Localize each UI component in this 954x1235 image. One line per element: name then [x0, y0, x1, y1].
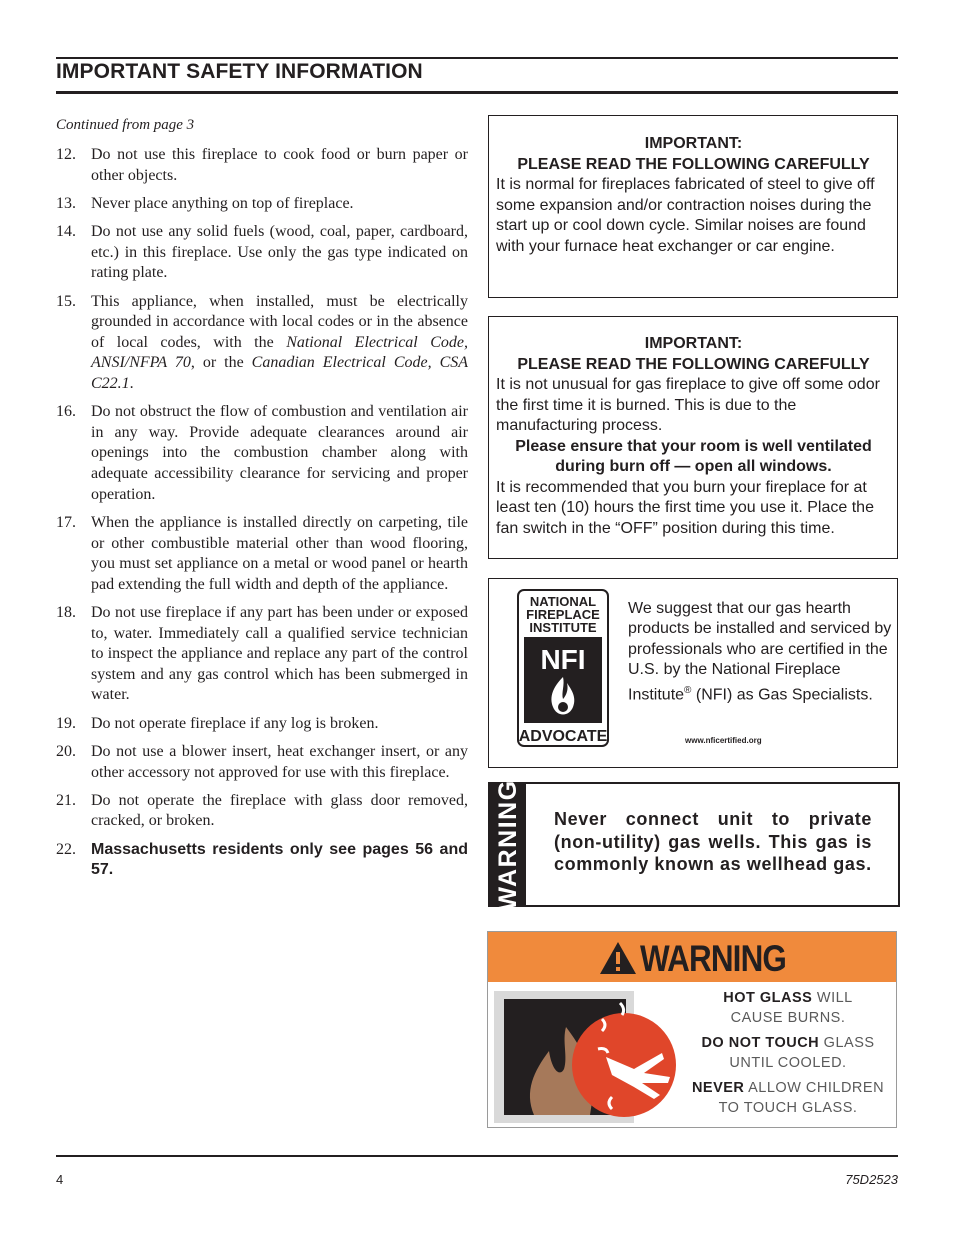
alert-triangle-icon: [598, 940, 638, 976]
label-text: UNTIL COOLED.: [729, 1055, 847, 1071]
registered-mark: ®: [684, 684, 692, 696]
notice-body: It is recommended that you burn your fireplace for at least ten (10) hours the first time you use it. Place the fan switch in the “OFF” position during this time.: [496, 478, 874, 537]
item-text: This appliance, when installed, must be electrically grounded in accordance with local codes or in the absence of local codes, with the: [91, 292, 468, 351]
item-number: 16.: [56, 403, 76, 421]
list-item: [56, 513, 468, 595]
item-number: 14.: [56, 223, 76, 241]
item-text: When the appliance is installed directly on carpeting, tile or other combustible material other than wood flooring, you must set appliance on a metal or wood panel or hearth pad extending the full width and depth of the appliance.: [91, 513, 468, 593]
item-code-name: Canadian Electrical Code, CSA C22.1: [91, 354, 469, 392]
item-text: Never place anything on top of fireplace.: [91, 194, 354, 212]
notice-bold-instruction: Please ensure that your room is well ventilated during burn off — open all windows.: [515, 437, 872, 475]
item-number: 13.: [56, 194, 76, 212]
label-text: ALLOW CHILDREN: [744, 1080, 885, 1096]
item-text: Do not obstruct the flow of combustion and ventilation air in any way. Provide adequate clearances around air openings into the combustion chamber along with adequate accessibility clearance for servicing and proper operation.: [91, 403, 468, 503]
noise-notice-box: [488, 115, 898, 298]
item-text-bold: Massachusetts residents only see pages 56 and 57.: [91, 840, 468, 879]
label-bold: NEVER: [691, 1080, 745, 1096]
notice-body: It is not unusual for gas fireplace to give off some odor the first time it is burned. This is due to the manufacturing process.: [496, 376, 880, 434]
warning-label-title: WARNING: [640, 938, 787, 979]
warning-label-text: [688, 988, 888, 1123]
list-item: [56, 222, 468, 284]
item-text: Do not use this fireplace to cook food or burn paper or other objects.: [91, 146, 468, 184]
nfi-box: [488, 578, 898, 768]
item-number: 21.: [56, 791, 76, 809]
label-text: CAUSE BURNS.: [730, 1010, 846, 1026]
warning-side-label: WARNING: [493, 778, 522, 911]
logo-line-1: NATIONAL: [529, 594, 597, 609]
safety-list: [56, 145, 468, 889]
notice-subheading: PLEASE READ THE FOLLOWING CAREFULLY: [517, 355, 870, 373]
logo-bottom: ADVOCATE: [518, 728, 608, 745]
notice-subheading: PLEASE READ THE FOLLOWING CAREFULLY: [517, 155, 870, 173]
warning-band: [488, 932, 896, 982]
item-number: 22.: [56, 840, 76, 858]
item-number: 15.: [56, 292, 76, 310]
header-bottom-rule: [56, 91, 898, 94]
nfi-text-end: (NFI) as Gas Specialists.: [695, 685, 873, 703]
page-number: 4: [56, 1172, 64, 1187]
item-number: 19.: [56, 714, 76, 732]
item-number: 18.: [56, 604, 76, 621]
odor-notice-box: [488, 316, 898, 559]
notice-heading: IMPORTANT:: [644, 135, 743, 152]
page-title: IMPORTANT SAFETY INFORMATION: [56, 60, 423, 83]
hot-glass-warning-label: [487, 931, 897, 1128]
item-text: Do not operate fireplace if any log is broken.: [91, 714, 379, 732]
logo-mark: NFI: [540, 644, 586, 675]
nfi-advocate-logo: [517, 589, 609, 747]
label-bold: HOT GLASS: [723, 990, 813, 1006]
header-top-rule: [56, 57, 898, 59]
list-item: [56, 145, 468, 186]
item-number: 20.: [56, 742, 76, 760]
label-text: TO TOUCH GLASS.: [718, 1100, 858, 1116]
warning-side-bar: [490, 778, 526, 911]
hot-glass-pictogram: [494, 991, 684, 1123]
list-item: [56, 840, 468, 881]
warning-message: Never connect unit to private (non-utility) gas wells. This gas is commonly known as wellhead gas.: [554, 809, 872, 874]
list-item: [56, 402, 468, 505]
item-number: 17.: [56, 513, 76, 531]
item-number: 12.: [56, 146, 76, 163]
nfi-url: www.nficertified.org: [685, 736, 762, 745]
list-item: [56, 194, 468, 215]
label-text: WILL: [812, 990, 853, 1006]
label-bold: DO NOT TOUCH: [701, 1035, 820, 1051]
item-text: Do not use fireplace if any part has been under or exposed to, water. Immediately call a qualified service technician to inspect the appliance and replace any part of the control system and any gas control which has been submerged in water.: [91, 604, 468, 704]
gas-well-warning-box: [488, 778, 900, 911]
label-text: GLASS: [819, 1035, 875, 1051]
notice-heading: IMPORTANT:: [644, 335, 743, 352]
nfi-text-main: We suggest that our gas hearth products be installed and serviced by professionals who are certified in the U.S. by the National Fireplace Institute: [628, 600, 892, 703]
logo-line-3: INSTITUTE: [529, 620, 597, 635]
list-item: [56, 791, 468, 832]
list-item: [56, 714, 468, 735]
notice-body: It is normal for fireplaces fabricated of steel to give off some expansion and/or contraction noises during the start up or cool down cycle. Similar noises are found with your furnace heat exchanger or car engine.: [496, 176, 875, 255]
item-text: Do not operate the fireplace with glass door removed, cracked, or broken.: [91, 791, 468, 830]
continued-note: Continued from page 3: [56, 117, 195, 133]
item-text: Do not use any solid fuels (wood, coal, paper, cardboard, etc.) in this fireplace. Use only the gas type indicated on rating plate.: [91, 223, 468, 282]
document-number: 75D2523: [845, 1172, 898, 1187]
item-text: Do not use a blower insert, heat exchanger insert, or any other accessory not approved for use with this fireplace.: [91, 742, 468, 781]
item-text-mid: , or the: [190, 354, 252, 372]
list-item: [56, 292, 468, 395]
logo-line-2: FIREPLACE: [526, 607, 600, 622]
item-text-end: .: [129, 375, 134, 392]
list-item: [56, 742, 468, 783]
list-item: [56, 603, 468, 706]
item-code-name: National Electrical Code, ANSI/NFPA 70: [91, 333, 468, 372]
footer-rule: [56, 1155, 898, 1157]
nfi-recommendation: [628, 599, 893, 705]
